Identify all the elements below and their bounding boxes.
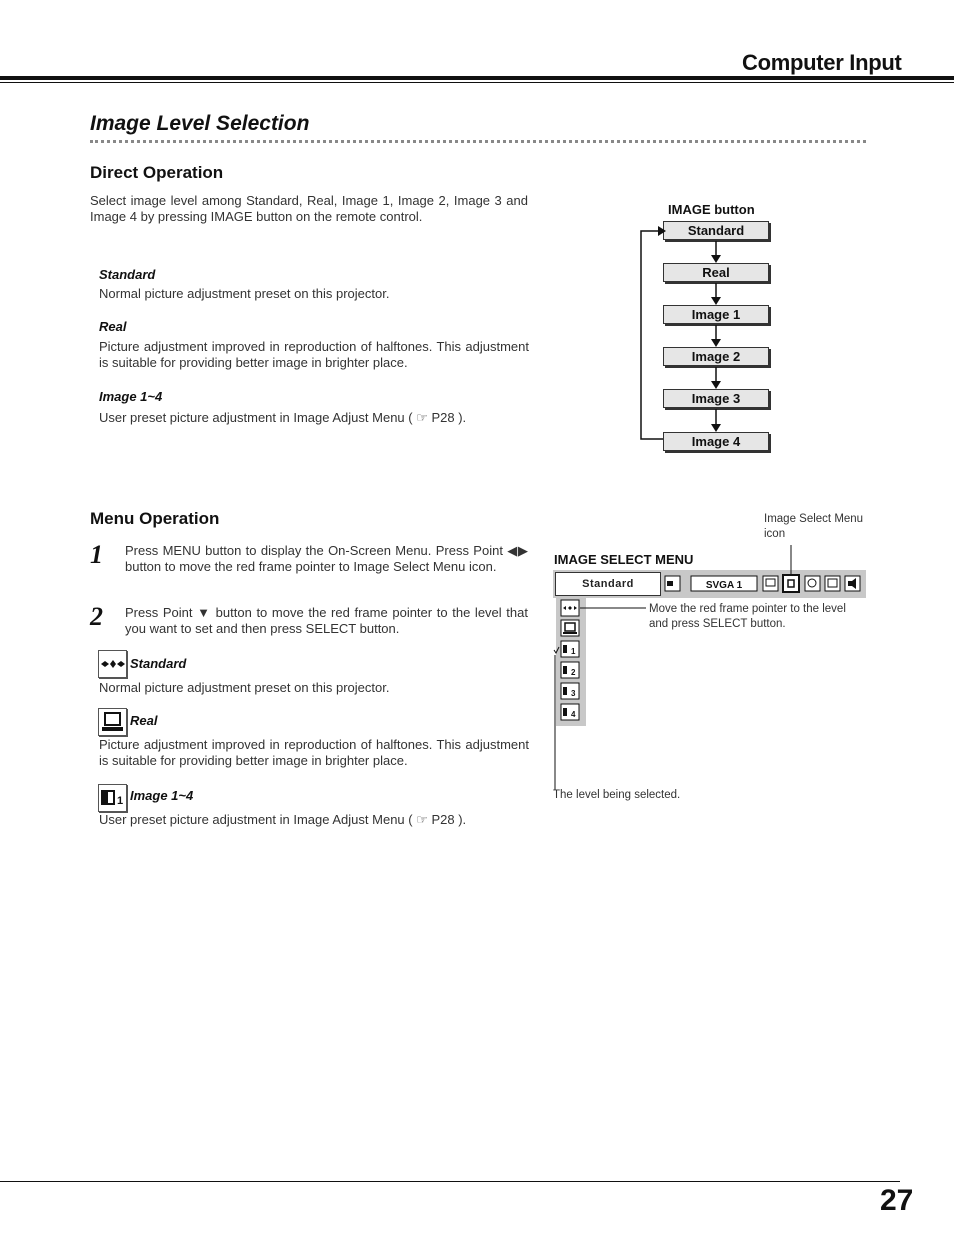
osd-callout-lines <box>550 540 800 800</box>
step-number-1: 1 <box>90 540 103 569</box>
level-box-standard: Standard <box>663 221 769 240</box>
direct-operation-heading: Direct Operation <box>90 163 224 182</box>
page-number: 27 <box>880 1184 914 1217</box>
direct-term-real: Real <box>99 319 127 334</box>
level-box-image4: Image 4 <box>663 432 769 451</box>
menu-term-standard: Standard <box>130 656 187 671</box>
svg-text:1: 1 <box>117 795 124 807</box>
direct-desc-image: User preset picture adjustment in Image Adjust Menu ( ☞ P28 ). <box>99 410 467 425</box>
step-number-2: 2 <box>90 602 103 631</box>
svg-text:4: 4 <box>571 710 576 719</box>
page-header-title: Computer Input <box>742 50 902 75</box>
level-box-image1: Image 1 <box>663 305 769 324</box>
menu-desc-real: Picture adjustment improved in reproduction of halftones. This adjustment is suitable for providing better image in brighter place. <box>99 737 529 768</box>
svg-text:2: 2 <box>571 668 576 677</box>
level-box-real: Real <box>663 263 769 282</box>
level-box-image3: Image 3 <box>663 389 769 408</box>
header-rule <box>0 76 954 80</box>
selected-level-callout: The level being selected. <box>553 789 681 801</box>
menu-term-real: Real <box>130 713 158 728</box>
step-text-2: Press Point ▼ button to move the red frame pointer to the level that you want to set and then press SELECT button. <box>125 605 528 636</box>
image-level-icon <box>98 784 127 812</box>
image-select-menu-title: IMAGE SELECT MENU <box>554 552 694 567</box>
section-title: Image Level Selection <box>90 112 310 135</box>
header-rule-thin <box>0 82 954 83</box>
direct-intro: Select image level among Standard, Real, Image 1, Image 2, Image 3 and Image 4 by pressing IMAGE button on the remote control. <box>90 193 528 224</box>
standard-level-icon <box>98 650 127 678</box>
image-button-label: IMAGE button <box>668 202 755 217</box>
osd-selected-level: Standard <box>555 572 661 596</box>
direct-desc-real: Picture adjustment improved in reproduction of halftones. This adjustment is suitable for providing better image in brighter place. <box>99 339 529 370</box>
menu-term-image: Image 1~4 <box>130 788 194 803</box>
level-cycle-arrows <box>630 215 780 450</box>
menu-desc-standard: Normal picture adjustment preset on this projector. <box>99 680 390 695</box>
level-box-image2: Image 2 <box>663 347 769 366</box>
menu-desc-image: User preset picture adjustment in Image Adjust Menu ( ☞ P28 ). <box>99 812 467 827</box>
image-select-icon-callout: Image Select Menu icon <box>764 513 864 540</box>
svg-text:1: 1 <box>571 647 576 656</box>
real-level-icon <box>98 708 127 736</box>
direct-desc-standard: Normal picture adjustment preset on this projector. <box>99 286 390 301</box>
direct-term-standard: Standard <box>99 267 156 282</box>
menu-operation-heading: Menu Operation <box>90 509 220 528</box>
svg-text:3: 3 <box>571 689 576 698</box>
direct-term-image: Image 1~4 <box>99 389 163 404</box>
footer-rule <box>0 1181 900 1182</box>
dotted-divider <box>90 140 866 143</box>
osd-source-label: SVGA 1 <box>705 580 743 591</box>
step-text-1: Press MENU button to display the On-Screen Menu. Press Point ◀▶ button to move the red frame pointer to Image Select Menu icon. <box>125 543 528 574</box>
pointer-callout: Move the red frame pointer to the level and press SELECT button. <box>649 603 846 630</box>
